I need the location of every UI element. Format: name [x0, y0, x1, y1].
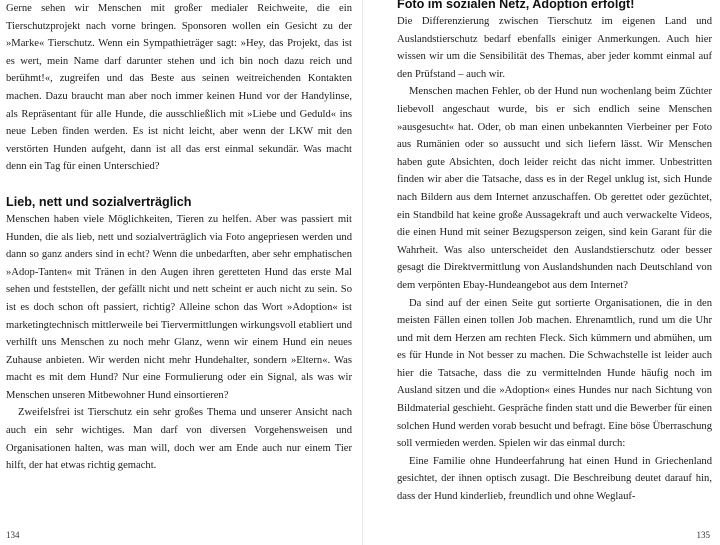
- section-heading: Foto im sozialen Netz, Adoption erfolgt!: [397, 0, 635, 11]
- body-paragraph: Da sind auf der einen Seite gut sortierte Organisationen, die in den meisten Fällen einen tollen Job machen. Ehrenamtlich, rund um die Uhr und mit dem Herzen am rechten Fleck. Sich kümmern und abmühen, um es für Hunde in Not besser zu machen. Die Schwachstelle ist leider auch hier die Tatsache, dass die zu vermittelnden Hunde häufig noch im Ausland sitzen und die »Adoption« eines Hundes nur nach Sichtung von Bildmaterial geschieht. Gespräche finden statt und die Bewerber für einen solchen Hund werden vorab besucht und befragt. Eine böse Überraschung soll vermieden werden. Spielen wir das einmal durch:: [397, 297, 712, 450]
- body-paragraph: Menschen machen Fehler, ob der Hund nun wochenlang beim Züchter liebevoll angeschaut wurde, bis er sich endlich seine Menschen »ausgesucht« hat. Oder, ob man einen unbekannten Vierbeiner per Foto aus Rumänien oder so aussucht und sich liefern lässt. Wir Menschen haben gute Absichten, doch leider reicht das nicht immer. Unbestritten finden wir aber die Tatsache, dass es in der Regel unklug ist, sich Hunde nach Bildern aus dem Internet anzuschaffen. Ob gerettet oder gezüchtet, ein Standbild hat keine große Aussagekraft und auch verwackelte Videos, die einen Hund mit seiner Bezugsperson zeigen, sind kein Garant für die Wahrheit. Was also unterscheidet den Auslandstierschutz oder besser gesagt die Direktvermittlung von Auslandshunden nach Deutschland von dem verpönten Ebay-Hundeangebot aus dem Internet?: [397, 86, 712, 291]
- body-paragraph: Gerne sehen wir Menschen mit großer medialer Reichweite, die ein Tierschutzprojekt nach vorne bringen. Sponsoren wollen ein Gesicht zu der »Marke« Tierschutz. Wenn ein Sympathieträger sagt: »Hey, das Projekt, das ist es wert, mein Name darf darunter stehen und ich bin noch dazu reich und berühmt!«, zugreifen und das Beste aus seinen weitreichenden Kontakten machen. Dazu braucht man aber noch immer keinen Hund vor der Handylinse, als Repräsentant für alle Hunde, die ausschließlich mit »Liebe und Geduld« ins neue Leben finden werden. Es ist nicht leicht, aber wenn der LKW mit den verstörten Hunden aufgeht, dann ist all das erst einmal sekundär. Was macht denn ein Tag für einen Unterschied?: [6, 3, 352, 173]
- body-paragraph: Eine Familie ohne Hundeerfahrung hat einen Hund in Griechenland gesichtet, der ihnen optisch zusagt. Die Beschreibung deutet darauf hin, dass der Hund kinderlieb, freundlich und ohne Weglauf-: [397, 455, 712, 503]
- section-heading: Lieb, nett und sozialverträglich: [6, 194, 192, 209]
- body-paragraph: Die Differenzierung zwischen Tierschutz im eigenen Land und Auslandstierschutz bedarf ebenfalls einiger Anmerkungen. Auch hier wissen wir um die Sensibilität des Themas, aber jeder kommt einmal auf den Prüfstand – auch wir.: [397, 16, 712, 80]
- page-number: 134: [6, 530, 20, 540]
- body-paragraph: Zweifelsfrei ist Tierschutz ein sehr großes Thema und unserer Ansicht nach auch ein sehr wichtiges. Man darf von diversen Vorgehensweisen und Organisationen halten, was man will, doch wer am Ende auch nur einem Tier hilft, der hat etwas richtig gemacht.: [6, 407, 352, 472]
- page-number: 135: [696, 530, 710, 540]
- body-paragraph: Menschen haben viele Möglichkeiten, Tieren zu helfen. Aber was passiert mit Hunden, die als lieb, nett und sozialverträglich via Foto angepriesen werden und dann so ganz anders sind in echt? Wenn die unbedarften, aber sehr emphatischen »Adop-Tanten« mit Tränen in den Augen ihren geretteten Hund das erste Mal sehen und feststellen, der gefällt nicht und nett scheint er auch nicht zu sein. So ist es doch schon oft passiert, richtig? Alleine schon das Wort »Adoption« ist marketingtechnisch mittlerweile bei Tiervermittlungen wirkungsvoll etabliert und verhilft uns Menschen zu noch mehr Glanz, wenn wir einem Hund ein neues Zuhause anbieten. Wir werden nicht mehr Hundehalter, sondern »Eltern«. Was macht es mit dem Hund? Nur eine Formulierung oder ein Signal, als was wir Menschen unseren Mitbewohner Hund einsortieren?: [6, 213, 352, 401]
- right-page: [362, 0, 720, 545]
